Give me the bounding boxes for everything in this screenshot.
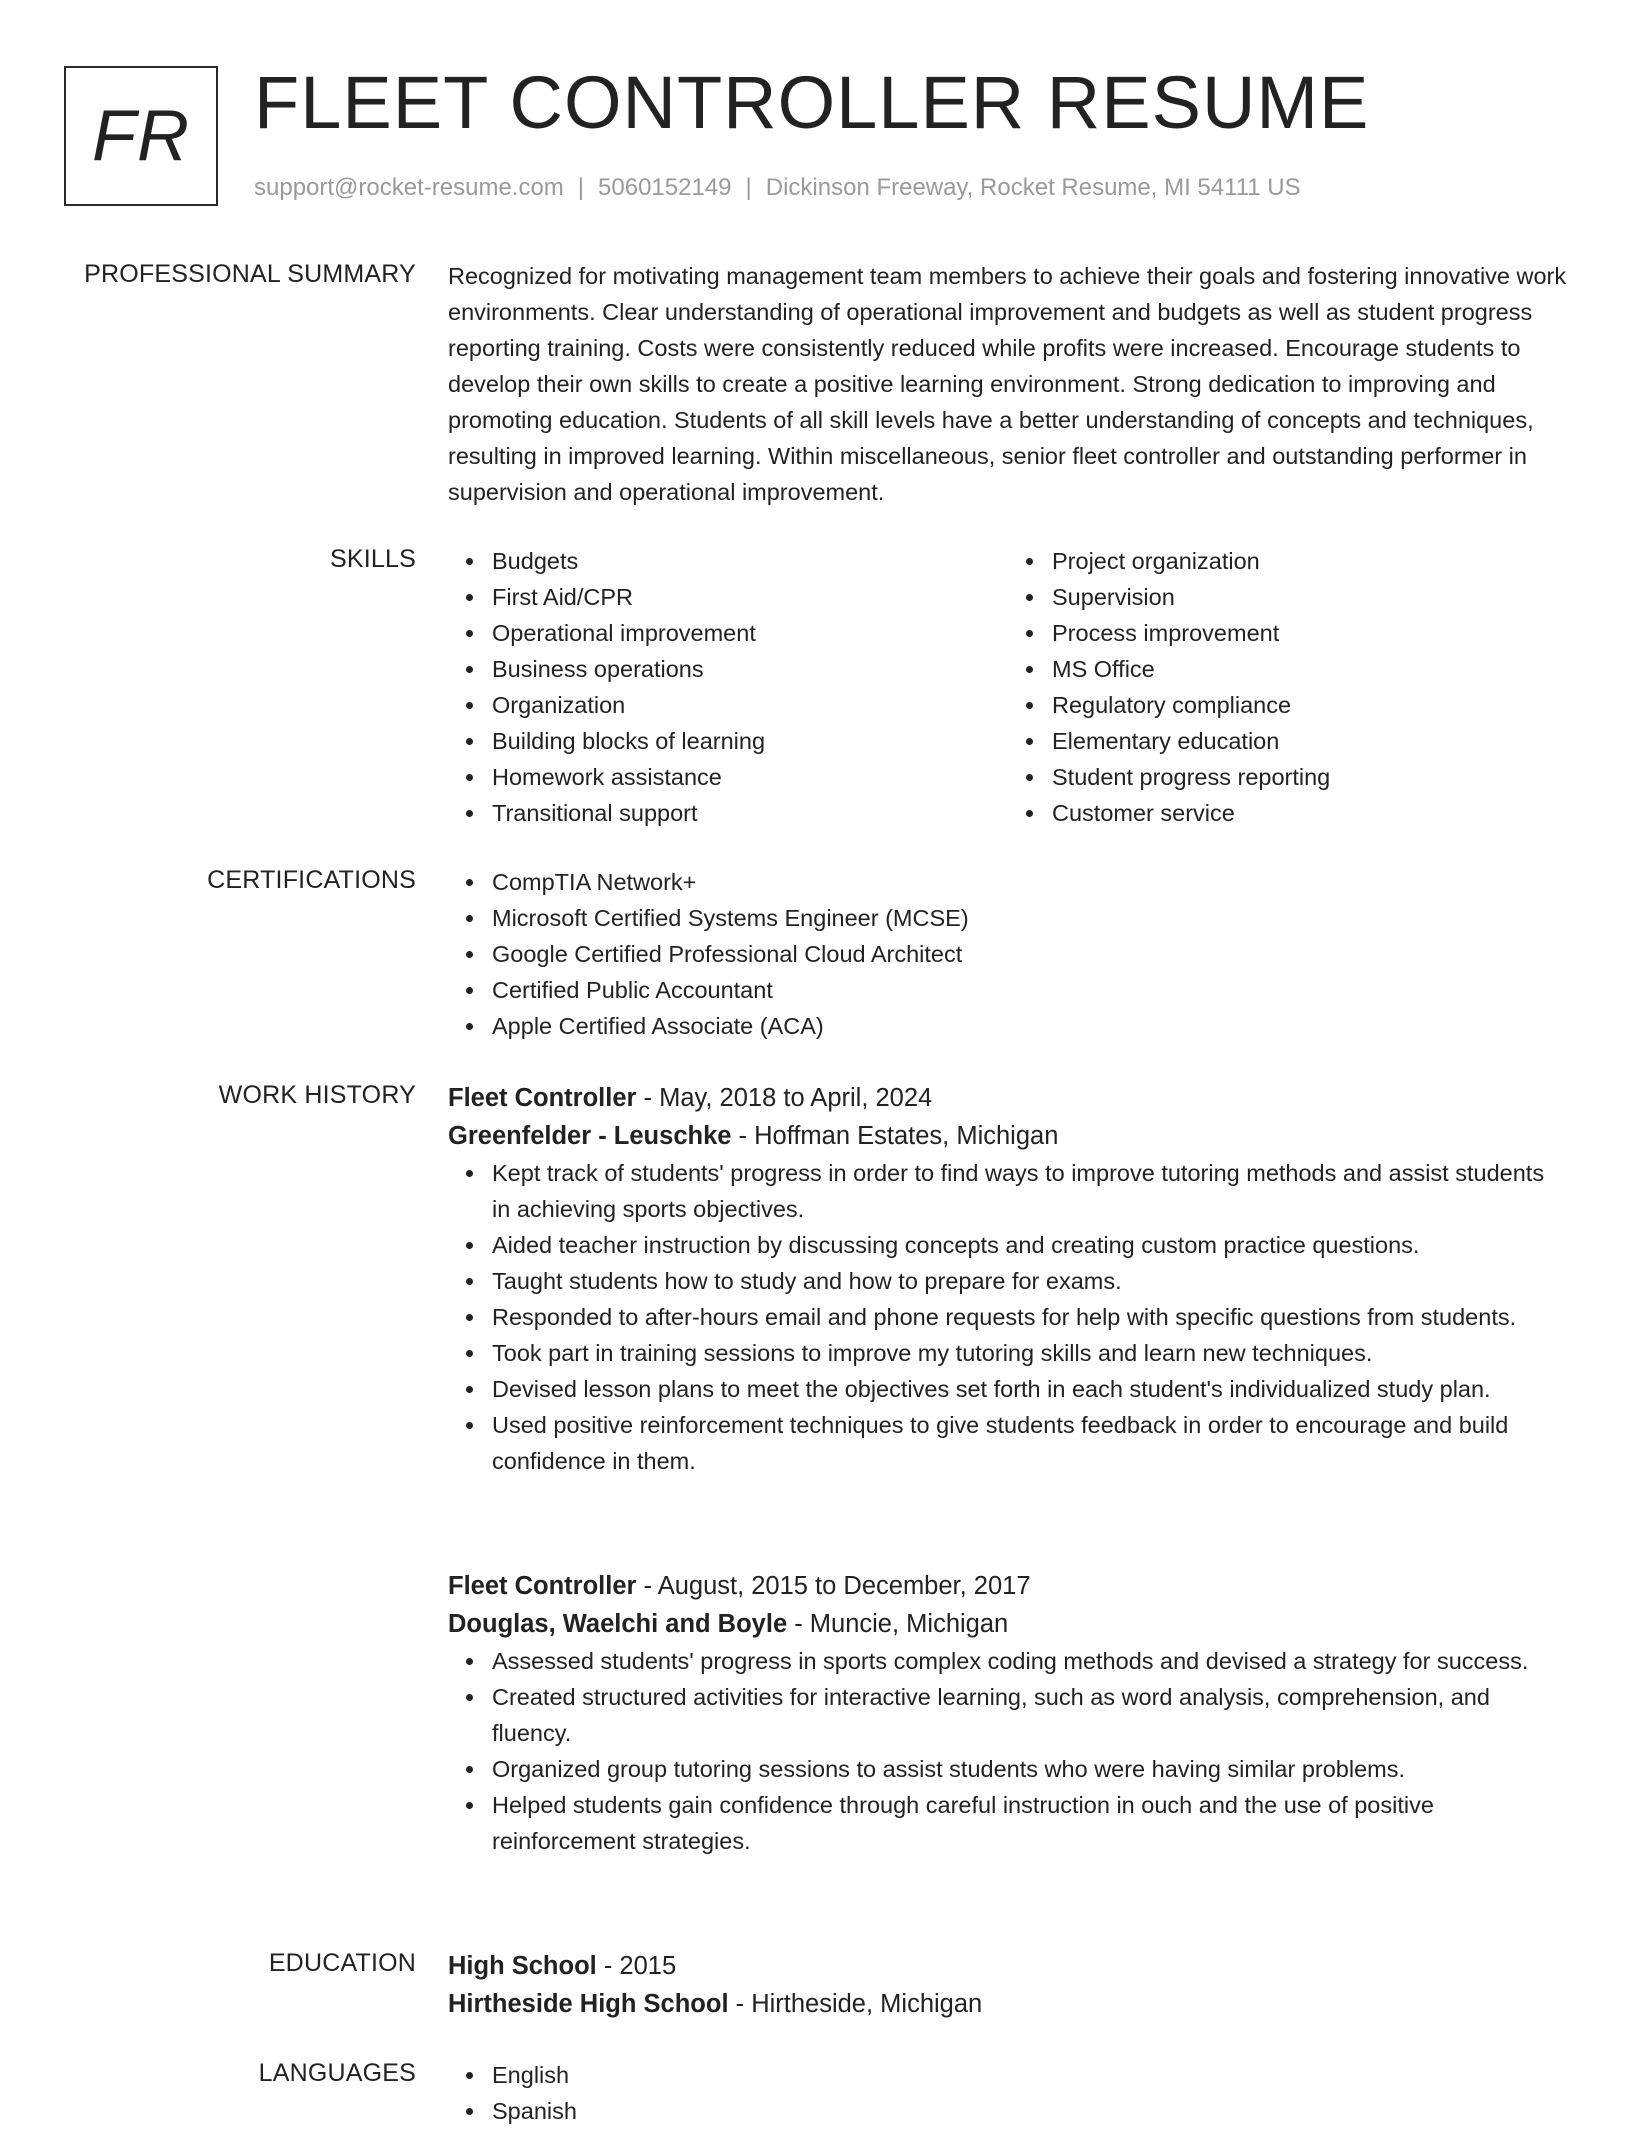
work-history-content xyxy=(448,1567,1568,1859)
skill-item: Building blocks of learning xyxy=(492,723,1008,759)
skill-item: Homework assistance xyxy=(492,759,1008,795)
summary-content xyxy=(448,258,1568,510)
job-bullet: Took part in training sessions to improve my tutoring skills and learn new techniques. xyxy=(492,1335,1568,1371)
monogram-badge: FR xyxy=(64,66,218,206)
job-bullet: Responded to after-hours email and phone requests for help with specific questions from students. xyxy=(492,1299,1568,1335)
contact-separator: | xyxy=(577,174,585,201)
job-bullets xyxy=(448,1643,1568,1859)
certification-item: CompTIA Network+ xyxy=(492,864,1568,900)
certifications-content xyxy=(448,864,1568,1044)
education-year: - 2015 xyxy=(596,1952,677,1980)
skill-item: Organization xyxy=(492,687,1008,723)
skills-list-left xyxy=(448,543,1008,831)
job-title: Fleet Controller xyxy=(448,1084,637,1112)
job-location: - Muncie, Michigan xyxy=(787,1610,1009,1638)
skill-item: Regulatory compliance xyxy=(1052,687,1568,723)
job-title: Fleet Controller xyxy=(448,1572,637,1600)
job-dates: - May, 2018 to April, 2024 xyxy=(636,1084,933,1112)
languages-content xyxy=(448,2057,1568,2129)
job-bullet: Helped students gain confidence through careful instruction in ouch and the use of positive reinforcement strategies. xyxy=(492,1787,1568,1859)
education-degree: High School xyxy=(448,1952,597,1980)
certification-item: Apple Certified Associate (ACA) xyxy=(492,1008,1568,1044)
education-content xyxy=(448,1947,1568,2023)
job-entry xyxy=(448,1567,1568,1859)
work-history-heading: WORK HISTORY xyxy=(218,1081,416,1109)
contact-phone: 5060152149 xyxy=(598,174,732,201)
job-title-line xyxy=(448,1567,1568,1605)
education-location: - Hirtheside, Michigan xyxy=(728,1990,983,2018)
job-bullet: Taught students how to study and how to prepare for exams. xyxy=(492,1263,1568,1299)
skill-item: Business operations xyxy=(492,651,1008,687)
work-history-content xyxy=(448,1079,1568,1479)
certifications-heading: CERTIFICATIONS xyxy=(207,866,416,894)
contact-separator: | xyxy=(745,174,752,201)
certification-item: Microsoft Certified Systems Engineer (MCSE) xyxy=(492,900,1568,936)
skill-item: Customer service xyxy=(1052,795,1568,831)
job-company: Greenfelder - Leuschke xyxy=(448,1122,732,1150)
job-bullet: Created structured activities for interactive learning, such as word analysis, comprehension, and fluency. xyxy=(492,1679,1568,1751)
education-school: Hirtheside High School xyxy=(448,1990,729,2018)
job-location: - Hoffman Estates, Michigan xyxy=(731,1122,1059,1150)
job-bullet: Used positive reinforcement techniques to give students feedback in order to encourage and build confidence in them. xyxy=(492,1407,1568,1479)
skill-item: Project organization xyxy=(1052,543,1568,579)
summary-heading: PROFESSIONAL SUMMARY xyxy=(84,260,416,288)
certifications-list xyxy=(448,864,1568,1044)
job-company: Douglas, Waelchi and Boyle xyxy=(448,1610,788,1638)
skills-list-right xyxy=(1008,543,1568,831)
contact-email: support@rocket-resume.com xyxy=(254,174,564,201)
contact-address: Dickinson Freeway, Rocket Resume, MI 54111 US xyxy=(765,174,1301,201)
job-bullets xyxy=(448,1155,1568,1479)
job-dates: - August, 2015 to December, 2017 xyxy=(636,1572,1031,1600)
job-company-line xyxy=(448,1117,1568,1155)
skill-item: Process improvement xyxy=(1052,615,1568,651)
education-school-line xyxy=(448,1985,1568,2023)
skill-item: Elementary education xyxy=(1052,723,1568,759)
skill-item: First Aid/CPR xyxy=(492,579,1008,615)
skills-content xyxy=(448,543,1568,831)
job-bullet: Assessed students' progress in sports complex coding methods and devised a strategy for success. xyxy=(492,1643,1568,1679)
language-item: Spanish xyxy=(492,2093,1568,2129)
resume-title: FLEET CONTROLLER RESUME xyxy=(254,61,1370,144)
summary-text: Recognized for motivating management team members to achieve their goals and fostering innovative work environments. Clear understanding of operational improvement and budgets as well as student progress reporting training. Costs were consistently reduced while profits were increased. Encourage students to develop their own skills to create a positive learning environment. Strong dedication to improving and promoting education. Students of all skill levels have a better understanding of concepts and techniques, resulting in improved learning. Within miscellaneous, senior fleet controller and outstanding performer in supervision and operational improvement. xyxy=(448,263,1567,505)
job-bullet: Organized group tutoring sessions to assist students who were having similar problems. xyxy=(492,1751,1568,1787)
job-title-line xyxy=(448,1079,1568,1117)
skill-item: MS Office xyxy=(1052,651,1568,687)
job-bullet: Aided teacher instruction by discussing concepts and creating custom practice questions. xyxy=(492,1227,1568,1263)
language-item: English xyxy=(492,2057,1568,2093)
languages-heading: LANGUAGES xyxy=(258,2059,416,2087)
certification-item: Certified Public Accountant xyxy=(492,972,1568,1008)
education-heading: EDUCATION xyxy=(268,1949,416,1977)
languages-list xyxy=(448,2057,1568,2129)
skills-heading: SKILLS xyxy=(330,545,416,573)
job-entry xyxy=(448,1079,1568,1479)
resume-header xyxy=(64,61,1568,216)
skill-item: Supervision xyxy=(1052,579,1568,615)
certification-item: Google Certified Professional Cloud Architect xyxy=(492,936,1568,972)
skill-item: Budgets xyxy=(492,543,1008,579)
skill-item: Transitional support xyxy=(492,795,1008,831)
job-bullet: Devised lesson plans to meet the objectives set forth in each student's individualized study plan. xyxy=(492,1371,1568,1407)
contact-line xyxy=(254,174,1301,202)
job-bullet: Kept track of students' progress in order to find ways to improve tutoring methods and assist students in achieving sports objectives. xyxy=(492,1155,1568,1227)
job-company-line xyxy=(448,1605,1568,1643)
skill-item: Student progress reporting xyxy=(1052,759,1568,795)
skill-item: Operational improvement xyxy=(492,615,1008,651)
education-degree-line xyxy=(448,1947,1568,1985)
